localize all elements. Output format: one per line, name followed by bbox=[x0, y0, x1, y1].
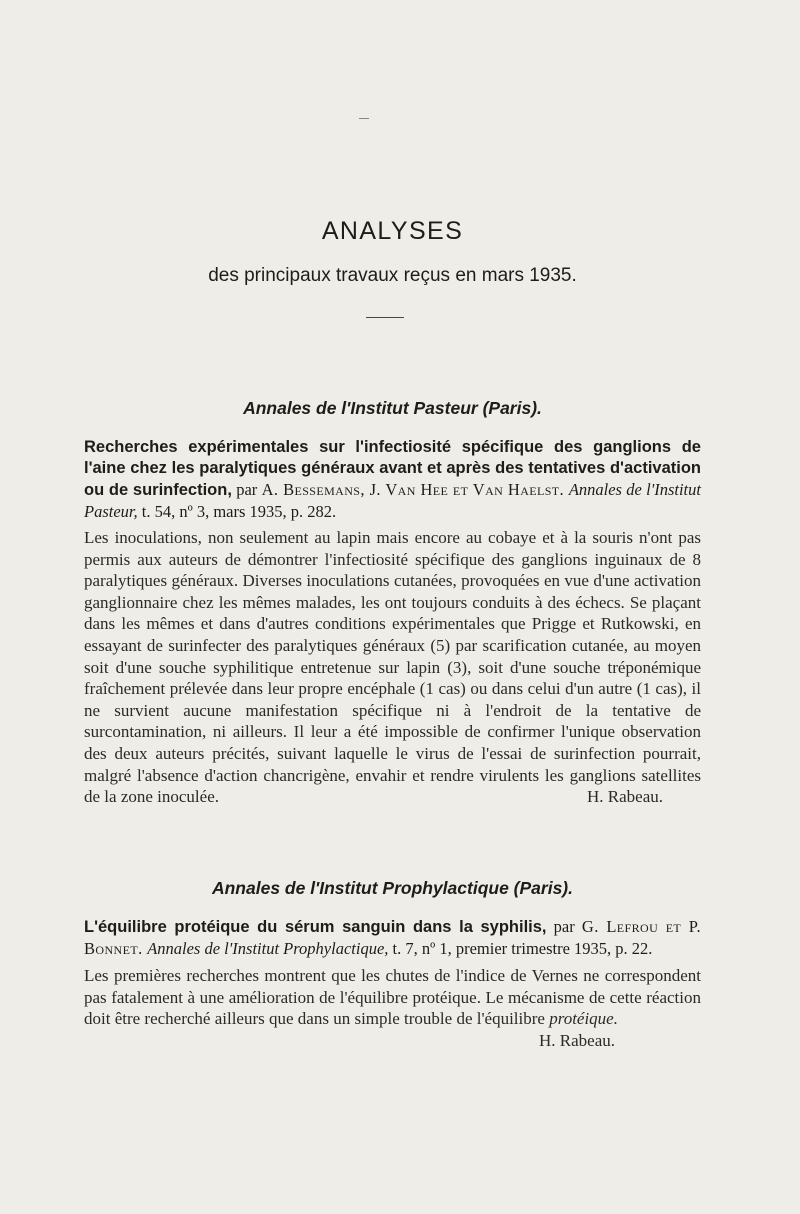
article bbox=[84, 916, 701, 1052]
article-body bbox=[84, 527, 701, 808]
citation-journal: Annales de l'Institut Pasteur, bbox=[84, 480, 701, 521]
citation-details: t. 54, nº 3, mars 1935, p. 282. bbox=[137, 502, 337, 521]
article-text: Les premières recherches montrent que les chutes de l'indice de Vernes ne correspondent pas fatalement à une amélioration de l'équilibre protéique. Le mécanisme de cette réaction doit être recherché ailleurs que dans un simple trouble de l'équilibre bbox=[84, 966, 701, 1029]
citation-journal: Annales de l'Institut Prophylactique, bbox=[147, 939, 389, 958]
article bbox=[84, 437, 701, 808]
article-by: par bbox=[546, 917, 582, 936]
journal-heading: Annales de l'Institut Prophylactique (Paris). bbox=[211, 878, 574, 898]
article-signature: H. Rabeau. bbox=[586, 787, 663, 807]
page-subtitle: des principaux travaux reçus en mars 1935. bbox=[208, 265, 577, 286]
article-signature: H. Rabeau. bbox=[538, 1030, 615, 1050]
article-authors: A. Bessemans, J. Van Hee et Van Haelst. bbox=[261, 480, 565, 499]
article-authors: G. Lefrou et P. Bonnet. bbox=[84, 917, 701, 958]
article-header bbox=[84, 916, 701, 960]
journal-heading: Annales de l'Institut Pasteur (Paris). bbox=[243, 398, 542, 418]
citation-details: t. 7, nº 1, premier trimestre 1935, p. 22. bbox=[388, 939, 653, 958]
article-header bbox=[84, 437, 701, 523]
page-mark bbox=[359, 118, 369, 119]
article-text-emphasis: protéique. bbox=[549, 1009, 618, 1029]
article-body bbox=[84, 965, 701, 1030]
page-title: ANALYSES bbox=[321, 217, 464, 245]
article-title: L'équilibre protéique du sérum sanguin dans la syphilis, bbox=[84, 918, 547, 936]
article-title: Recherches expérimentales sur l'infectiosité spécifique des ganglions de l'aine chez les paralytiques généraux avant et après des tentatives d'activation ou de surinfection, bbox=[84, 438, 701, 499]
document-page bbox=[84, 0, 701, 1214]
article-text: Les inoculations, non seulement au lapin mais encore au cobaye et à la souris n'ont pas permis aux auteurs de démontrer l'infectiosité spécifique des ganglions inguinaux de 8 paralytiques généraux. Diverses inoculations cutanées, provoquées en vue d'une activation ganglionnaire chez les mêmes malades, les ont toujours conduits à des échecs. Se plaçant dans les mêmes et dans d'autres conditions expérimentales que Prigge et Rutkowski, en essayant de surinfecter des paralytiques généraux (5) par scarification cutanée, au moyen soit d'une souche syphilitique entretenue sur lapin (3), soit d'une souche tréponémique fraîchement prélevée dans leur propre encéphale (1 cas) ou dans celui d'un autre (1 cas), il ne survient aucune manifestation spécifique ni à l'endroit de la tentative de surcontamination, ni ailleurs. Il leur a été impossible de confirmer l'unique observation des deux auteurs précités, suivant laquelle le virus de l'essai de surinfection pourrait, malgré l'absence d'action chancrigène, envahir et rendre virulents les ganglions satellites de la zone inoculée. bbox=[84, 528, 701, 807]
article-by: par bbox=[231, 480, 262, 499]
title-divider bbox=[366, 317, 404, 318]
